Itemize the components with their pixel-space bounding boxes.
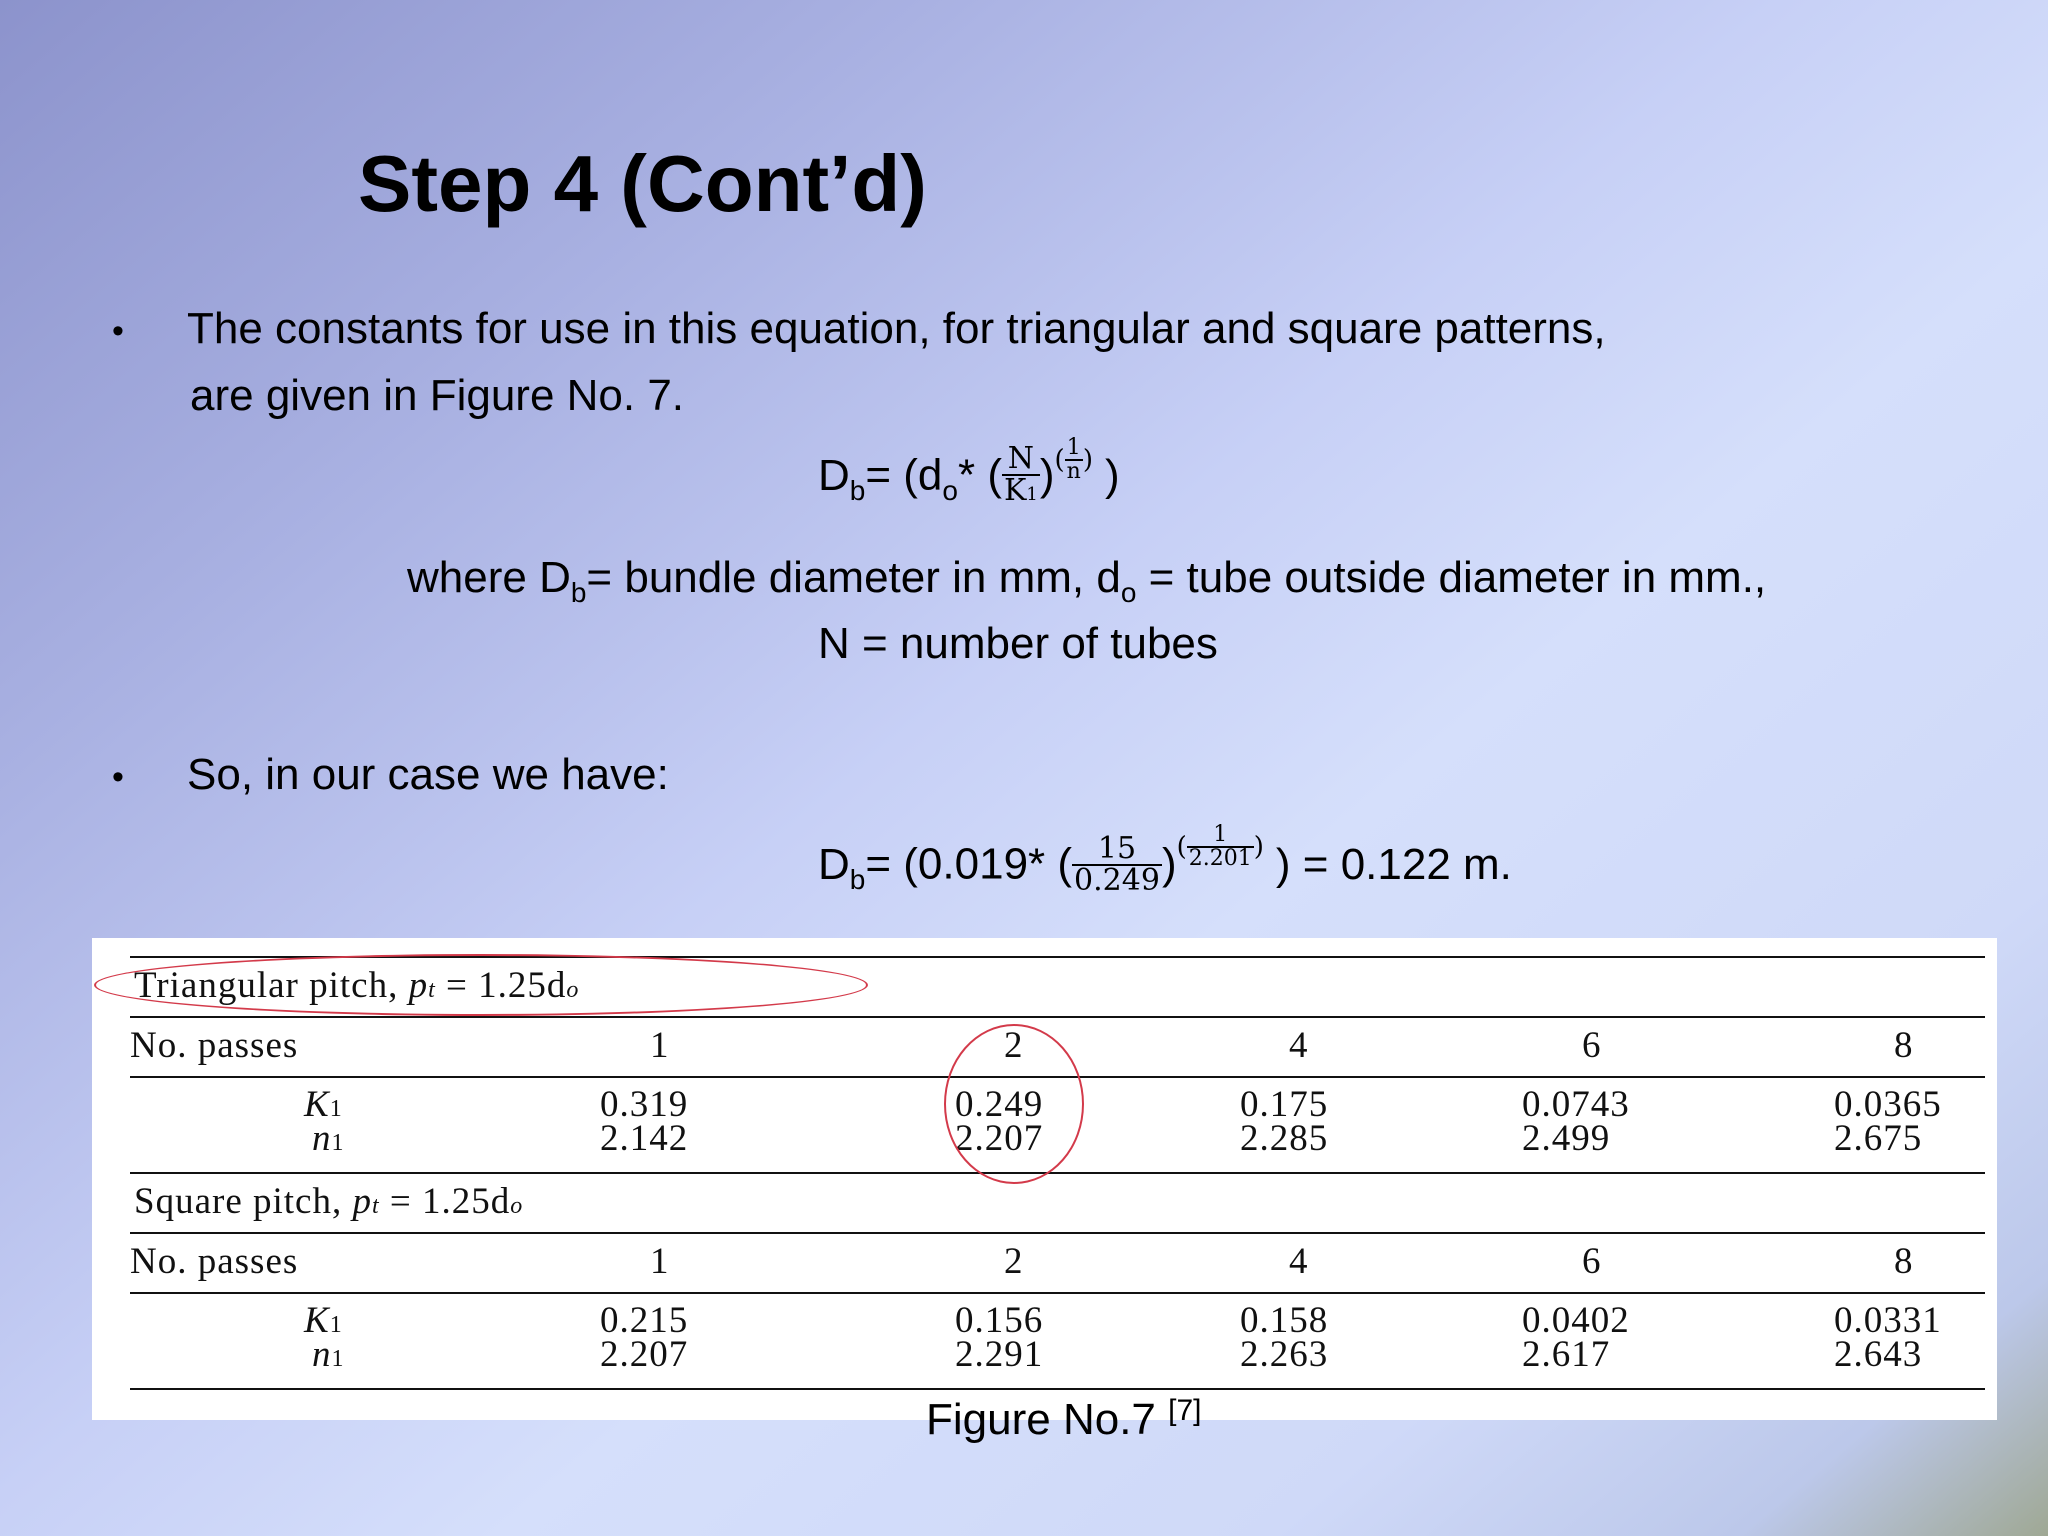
- formula-db: $D_b$: [818, 450, 866, 506]
- calculation-formula: [818, 822, 1512, 898]
- triangular-k1-pass-6: 0.0743: [1522, 1084, 1630, 1125]
- table-rule: [130, 1292, 1985, 1294]
- square-n1-pass-6: 2.617: [1522, 1334, 1611, 1375]
- square-pitch-label: Square pitch, pt = 1.25do: [134, 1181, 524, 1222]
- square-n1-label: n1: [312, 1334, 345, 1375]
- pass-2-highlight-circle: [944, 1024, 1084, 1184]
- square-passes-label: No. passes: [130, 1241, 299, 1282]
- square-n1-pass-2: 2.291: [955, 1334, 1044, 1375]
- formula-fraction: $\frac{N}{K1}$: [1003, 441, 1038, 508]
- formula-eq: = (d: [865, 450, 943, 500]
- calc-exponent: ( 1 2.201 ): [1176, 822, 1264, 872]
- square-n1-pass-1: 2.207: [600, 1334, 689, 1375]
- triangular-n1-pass-6: 2.499: [1522, 1118, 1611, 1159]
- calc-eq: = (0.019* (: [865, 839, 1073, 889]
- bullet-1-line-2: are given in Figure No. 7.: [190, 371, 685, 420]
- square-k1-pass-4: 0.158: [1240, 1300, 1329, 1341]
- table-rule: [130, 1172, 1985, 1174]
- square-k1-pass-6: 0.0402: [1522, 1300, 1630, 1341]
- triangular-highlight-ellipse: [94, 954, 868, 1016]
- triangular-k1-label: K1: [304, 1084, 343, 1125]
- triangular-k1-pass-8: 0.0365: [1834, 1084, 1942, 1125]
- square-pass-1: 1: [650, 1241, 670, 1282]
- slide-title: Step 4 (Cont’d): [358, 139, 927, 228]
- square-n1-pass-4: 2.263: [1240, 1334, 1329, 1375]
- square-pass-4: 4: [1289, 1241, 1309, 1282]
- triangular-pass-6: 6: [1582, 1025, 1602, 1066]
- triangular-n1-pass-4: 2.285: [1240, 1118, 1329, 1159]
- triangular-pass-4: 4: [1289, 1025, 1309, 1066]
- table-rule: [130, 1232, 1985, 1234]
- calc-close: ): [1161, 839, 1177, 889]
- square-k1-pass-2: 0.156: [955, 1300, 1044, 1341]
- calc-db: $D_b$: [818, 839, 866, 895]
- triangular-passes-label: No. passes: [130, 1025, 299, 1066]
- triangular-n1-pass-2: 2.207: [955, 1118, 1044, 1159]
- triangular-n1-pass-1: 2.142: [600, 1118, 689, 1159]
- formula-end: ): [1105, 450, 1120, 500]
- triangular-pass-8: 8: [1894, 1025, 1914, 1066]
- calc-end: ) = 0.122 m.: [1275, 839, 1512, 889]
- table-rule-bottom: [130, 1388, 1985, 1390]
- where-line-2: N = number of tubes: [818, 619, 1218, 668]
- constants-table-figure: [92, 938, 1997, 1420]
- triangular-n1-label: n1: [312, 1118, 345, 1159]
- formula-close: ): [1039, 450, 1055, 500]
- triangular-pass-1: 1: [650, 1025, 670, 1066]
- table-rule: [130, 1016, 1985, 1018]
- square-pass-6: 6: [1582, 1241, 1602, 1282]
- square-n1-pass-8: 2.643: [1834, 1334, 1923, 1375]
- square-k1-pass-8: 0.0331: [1834, 1300, 1942, 1341]
- bullet-1-line-1: The constants for use in this equation, for triangular and square patterns,: [187, 304, 1606, 353]
- figure-caption: Figure No.7 [7]: [926, 1394, 1202, 1444]
- square-k1-label: K1: [304, 1300, 343, 1341]
- triangular-n1-pass-8: 2.675: [1834, 1118, 1923, 1159]
- where-line-1: where $D_b=$ bundle diameter in mm, $d_o$ = tube outside diameter in mm.,: [407, 553, 1767, 608]
- bundle-diameter-formula: [818, 435, 1120, 508]
- triangular-pitch-label: Triangular pitch, pt = 1.25do: [134, 965, 580, 1006]
- calc-fraction: $\frac{15}{0.249}$: [1074, 831, 1160, 898]
- triangular-k1-pass-1: 0.319: [600, 1084, 689, 1125]
- bullet-marker-1: •: [112, 312, 124, 350]
- square-k1-pass-1: 0.215: [600, 1300, 689, 1341]
- formula-exponent: ( 1 n ): [1054, 435, 1093, 485]
- square-pass-8: 8: [1894, 1241, 1914, 1282]
- formula-star: * (: [957, 450, 1002, 500]
- formula-o: o: [942, 474, 958, 506]
- bullet-marker-2: •: [112, 758, 124, 796]
- triangular-pass-2: 2: [1004, 1025, 1024, 1066]
- figure-reference: [7]: [1168, 1394, 1202, 1427]
- triangular-k1-pass-2: 0.249: [955, 1084, 1044, 1125]
- triangular-k1-pass-4: 0.175: [1240, 1084, 1329, 1125]
- square-pass-2: 2: [1004, 1241, 1024, 1282]
- bullet-2-text: So, in our case we have:: [187, 750, 669, 799]
